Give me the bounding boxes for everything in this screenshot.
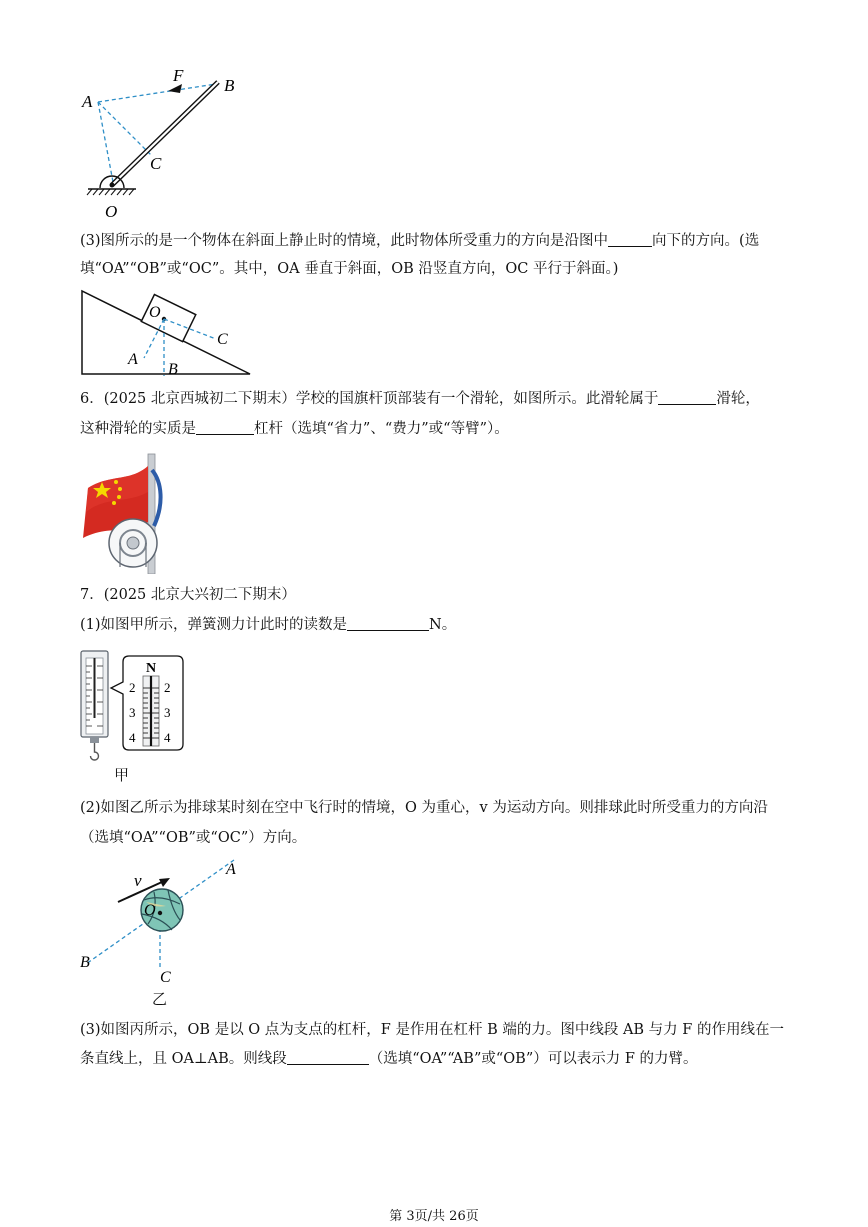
spring-scale-figure (78, 648, 188, 788)
q7-title: 7．(2025 北京大兴初二下期末） (80, 587, 296, 603)
q6-line2: 这种滑轮的实质是 杠杆（选填“省力”、“费力”或“等臂”）。 (80, 421, 509, 437)
flag-pulley-figure (80, 452, 175, 574)
label-C: C (160, 969, 171, 986)
scale-tick-left-4: 4 (129, 730, 136, 745)
answer-blank[interactable] (196, 420, 254, 435)
label-A: A (226, 861, 236, 878)
label-B: B (224, 76, 235, 95)
scale-unit: N (146, 661, 157, 676)
label-C: C (217, 331, 228, 348)
label-O: O (105, 202, 118, 221)
label-A: A (82, 92, 93, 111)
answer-blank[interactable] (287, 1050, 369, 1065)
q6-line1: 6．(2025 北京西城初二下期末）学校的国旗杆顶部装有一个滑轮，如图所示。此滑轮属于 滑轮， (80, 391, 760, 407)
scale-tick-left-2: 2 (129, 680, 136, 695)
label-B: B (168, 361, 178, 378)
label-F: F (173, 66, 184, 85)
q5-3-line1: (3)图所示的是一个物体在斜面上静止时的情境，此时物体所受重力的方向是沿图中 向下的方向。(选 (80, 233, 760, 249)
lever-figure (70, 60, 250, 225)
incline-figure (80, 288, 260, 380)
answer-blank[interactable] (347, 616, 429, 631)
figure-caption-jia: 甲 (114, 766, 130, 784)
label-C: C (150, 154, 162, 173)
scale-tick-left-3: 3 (129, 705, 136, 720)
q7-part2-line1: (2)如图乙所示为排球某时刻在空中飞行时的情境，O 为重心，v 为运动方向。则排球此时所受重力的方向沿 (80, 800, 768, 816)
label-O: O (144, 902, 156, 919)
q7-part1: (1)如图甲所示，弹簧测力计此时的读数是 N。 (80, 617, 457, 633)
label-O: O (149, 304, 161, 321)
scale-tick-right-2: 2 (164, 680, 171, 695)
scale-tick-right-4: 4 (164, 730, 171, 745)
label-A: A (128, 351, 138, 368)
q7-part3-line1: (3)如图丙所示，OB 是以 O 点为支点的杠杆，F 是作用在杠杆 B 端的力。图中线段 AB 与力 F 的作用线在一 (80, 1022, 784, 1038)
label-B: B (80, 954, 90, 971)
figure-caption-yi: 乙 (152, 990, 168, 1008)
answer-blank[interactable] (608, 232, 652, 247)
scale-tick-right-3: 3 (164, 705, 171, 720)
q7-part3-line2: 条直线上，且 OA⊥AB。则线段 （选填“OA”“AB”或“OB”）可以表示力 F 的力臂。 (80, 1051, 698, 1067)
q5-3-line2: 填“OA”“OB”或“OC”。其中，OA 垂直于斜面，OB 沿竖直方向，OC 平行于斜面。) (80, 261, 619, 277)
q7-part2-line2: （选填“OA”“OB”或“OC”）方向。 (80, 830, 307, 846)
page-footer: 第 3页/共 26页 (389, 1209, 479, 1224)
answer-blank[interactable] (658, 390, 716, 405)
label-v: v (134, 871, 142, 890)
